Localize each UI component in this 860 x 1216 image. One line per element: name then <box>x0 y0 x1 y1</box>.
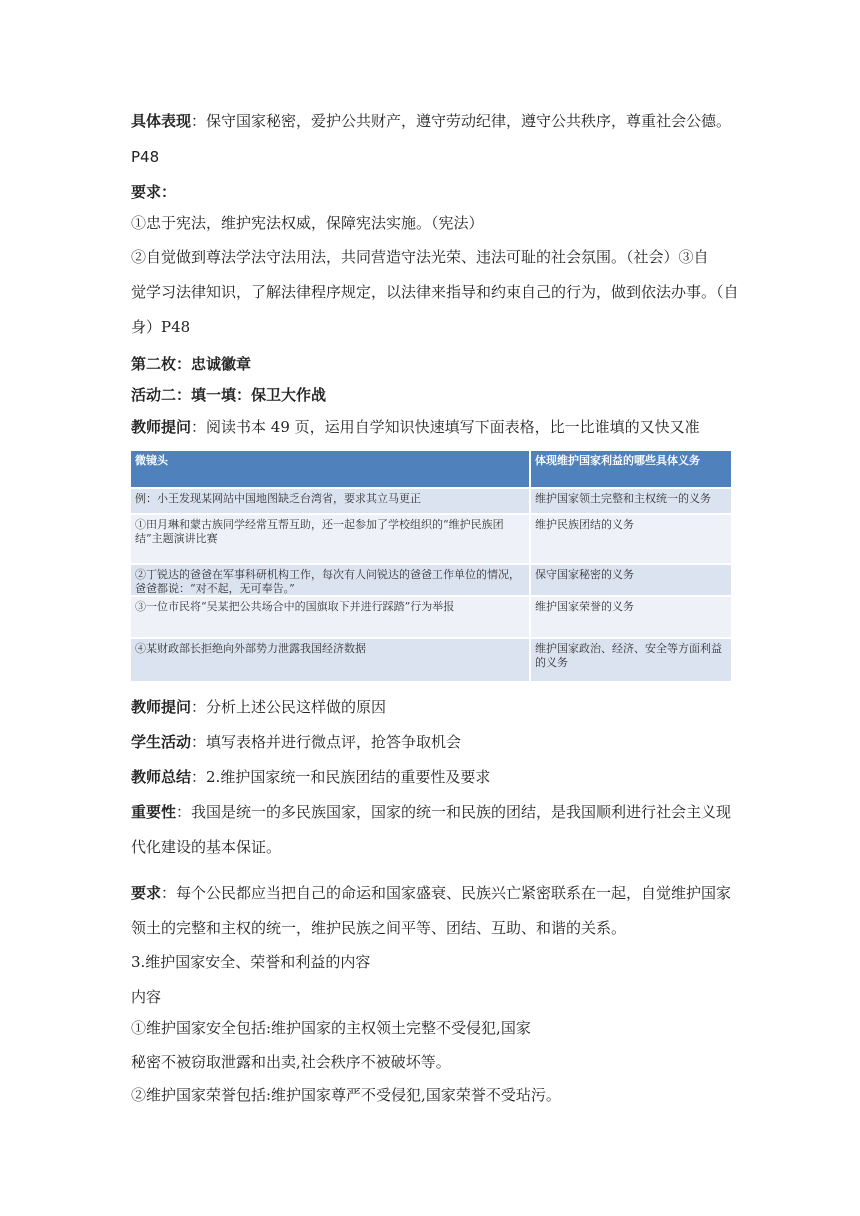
page-ref: P48 <box>131 148 160 166</box>
requirement-item-2: ②自觉做到尊法学法守法用法，共同营造守法光荣、违法可耻的社会氛围。（社会）③自 <box>131 248 709 266</box>
student-activity <box>131 732 461 752</box>
text-importance: ：我国是统一的多民族国家，国家的统一和民族的团结，是我国顺利进行社会主义现 <box>176 803 732 821</box>
table-row <box>131 597 731 637</box>
table-cell-scene: ②丁锐达的爸爸在军事科研机构工作，每次有人问锐达的爸爸工作单位的情况，爸爸都说：“对不起，无可奉告。” <box>131 565 529 595</box>
section-heading-3: 3.维护国家安全、荣誉和利益的内容 <box>131 953 371 971</box>
label-teacher-summary: 教师总结 <box>131 768 192 786</box>
requirement-item-3: 觉学习法律知识，了解法律程序规定，以法律来指导和约束自己的行为，做到依法办事。（自 <box>131 283 739 301</box>
label-importance: 重要性 <box>131 803 177 821</box>
content-item-1: ①维护国家安全包括:维护国家的主权领土完整不受侵犯,国家 <box>131 1019 531 1037</box>
heading-badge-2: 第二枚：忠诚徽章 <box>131 355 252 373</box>
importance-paragraph <box>131 802 731 822</box>
teacher-question-1 <box>131 417 700 437</box>
text-teacher-summary: ：2.维护国家统一和民族团结的重要性及要求 <box>191 768 491 786</box>
importance-paragraph-cont: 代化建设的基本保证。 <box>131 838 282 856</box>
table-row <box>131 515 731 563</box>
label-teacher-question: 教师提问 <box>131 698 192 716</box>
text-requirement: ：每个公民都应当把自己的命运和国家盛衰、民族兴亡紧密联系在一起，自觉维护国家 <box>161 884 732 902</box>
text-teacher-question: ：分析上述公民这样做的原因 <box>191 698 387 716</box>
table-cell-duty: 维护国家领土完整和主权统一的义务 <box>531 489 731 513</box>
heading-activity-2: 活动二：填一填：保卫大作战 <box>131 386 327 404</box>
requirement-item-1: ①忠于宪法，维护宪法权威，保障宪法实施。（宪法） <box>131 214 484 232</box>
teacher-summary <box>131 767 490 787</box>
table-cell-scene: ④某财政部长拒绝向外部势力泄露我国经济数据 <box>131 639 529 681</box>
table-cell-duty: 维护国家荣誉的义务 <box>531 597 731 637</box>
teacher-question-2 <box>131 697 386 717</box>
table-header-row <box>131 451 731 487</box>
heading-requirements: 要求： <box>131 183 177 201</box>
table-header-duty: 体现维护国家利益的哪些具体义务 <box>531 451 731 487</box>
label-teacher-question: 教师提问 <box>131 418 192 436</box>
table-cell-scene: 例：小王发现某网站中国地图缺乏台湾省，要求其立马更正 <box>131 489 529 513</box>
table-cell-scene: ③一位市民将“吴某把公共场合中的国旗取下并进行踩踏”行为举报 <box>131 597 529 637</box>
duty-table <box>131 451 731 681</box>
label-requirement: 要求 <box>131 884 162 902</box>
table-cell-duty: 维护国家政治、经济、安全等方面利益的义务 <box>531 639 731 681</box>
table-header-scene: 微镜头 <box>131 451 529 487</box>
paragraph-specific-behavior <box>131 111 731 131</box>
requirement-paragraph <box>131 883 731 903</box>
table-cell-scene: ①田月琳和蒙古族同学经常互帮互助，还一起参加了学校组织的“维护民族团结”主题演讲比赛 <box>131 515 529 563</box>
content-item-1-cont: 秘密不被窃取泄露和出卖,社会秩序不被破坏等。 <box>131 1053 451 1071</box>
table-row <box>131 639 731 681</box>
text-student-activity: ：填写表格并进行微点评，抢答争取机会 <box>191 733 462 751</box>
table-row <box>131 489 731 513</box>
requirement-item-end: 身）P48 <box>131 318 191 336</box>
text-teacher-question: ：阅读书本 49 页，运用自学知识快速填写下面表格，比一比谁填的又快又准 <box>191 418 700 436</box>
label-specific-behavior: 具体表现 <box>131 112 192 130</box>
table-cell-duty: 保守国家秘密的义务 <box>531 565 731 595</box>
table-cell-duty: 维护民族团结的义务 <box>531 515 731 563</box>
table-row <box>131 565 731 595</box>
text-specific-behavior: ：保守国家秘密，爱护公共财产，遵守劳动纪律，遵守公共秩序，尊重社会公德。 <box>191 112 732 130</box>
content-label: 内容 <box>131 988 162 1006</box>
content-item-2: ②维护国家荣誉包括:维护国家尊严不受侵犯,国家荣誉不受玷污。 <box>131 1086 561 1104</box>
requirement-paragraph-cont: 领土的完整和主权的统一，维护民族之间平等、团结、互助、和谐的关系。 <box>131 919 627 937</box>
label-student-activity: 学生活动 <box>131 733 192 751</box>
